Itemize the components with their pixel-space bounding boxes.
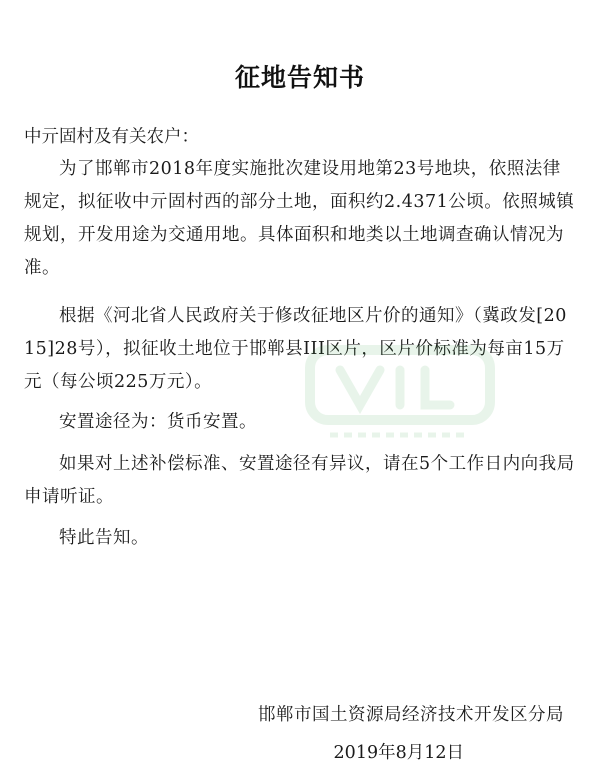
paragraph-hearing: 如果对上述补偿标准、安置途径有异议，请在5个工作日内向我局申请听证。 [24, 454, 575, 507]
paragraph-resettlement: 安置途径为：货币安置。 [59, 412, 257, 432]
document-title: 征地告知书 [234, 63, 365, 92]
paragraph-closing: 特此告知。 [59, 528, 149, 548]
issue-date: 2019年8月12日 [333, 743, 464, 763]
paragraph-land-acquisition: 为了邯郸市2018年度实施批次建设用地第23号地块，依照法律规定，拟征收中亓固村西的部分土地，面积约2.4371公顷。依照城镇规划，开发用途为交通用地。具体面积和地类以土地调查确认情况为准。 [24, 159, 575, 278]
paragraph-compensation-standard: 根据《河北省人民政府关于修改征地区片价的通知》（冀政发[2015]28号），拟征收土地位于邯郸县III区片，区片价标准为每亩15万元（每公顷225万元）。 [24, 306, 567, 392]
salutation: 中亓固村及有关农户： [24, 127, 199, 147]
watermark-logo-icon [300, 330, 500, 460]
issuer-signature: 邯郸市国土资源局经济技术开发区分局 [258, 705, 564, 725]
